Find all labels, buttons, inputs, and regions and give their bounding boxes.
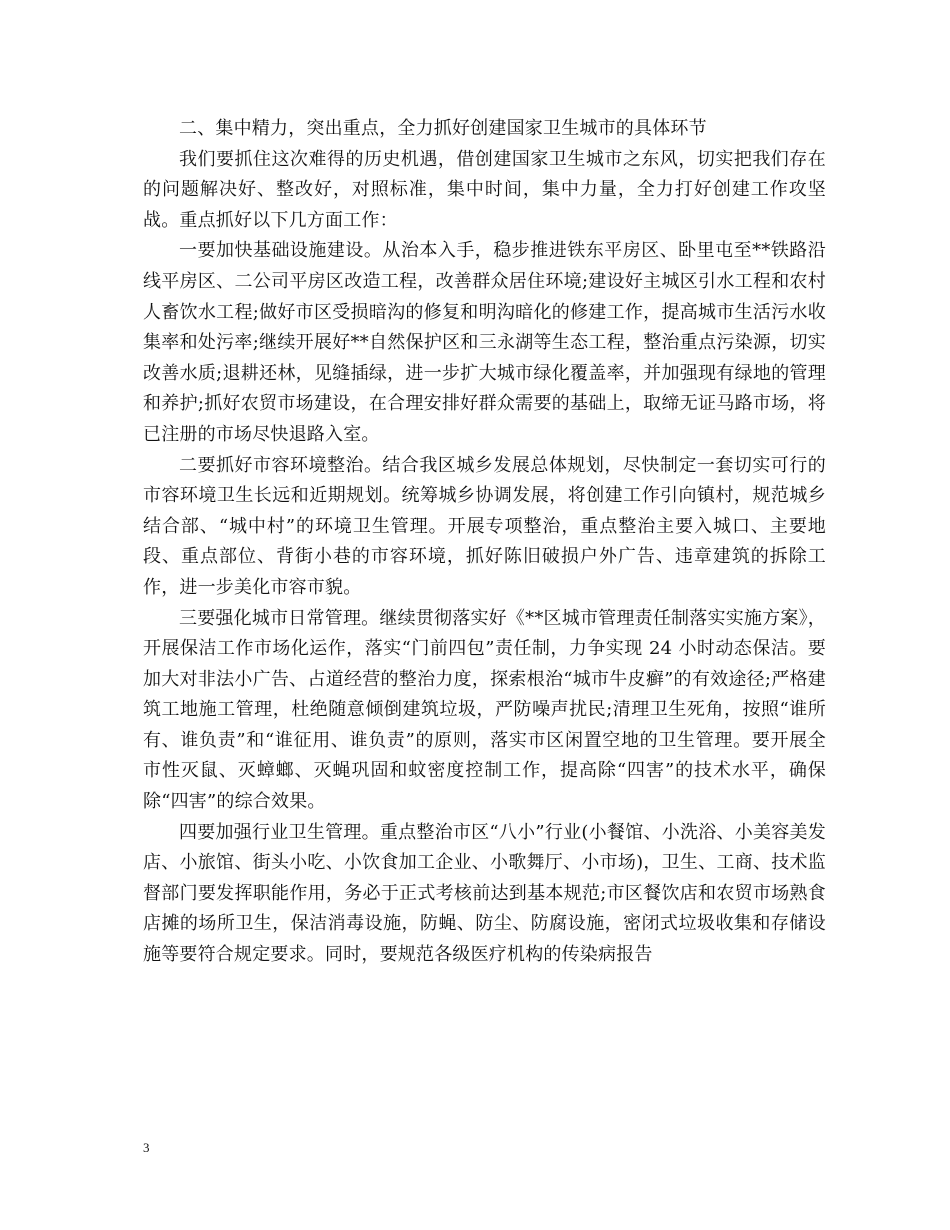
paragraph-industry: 四要加强行业卫生管理。重点整治市区“八小”行业(小餐馆、小洗浴、小美容美发店、小旅馆、街头小吃、小饮食加工企业、小歌舞厅、小市场)，卫生、工商、技术监督部门要发挥职能作用，务必于正式考核前达到基本规范;市区餐饮店和农贸市场熟食店摊的场所卫生，保洁消毒设施，防蝇、防尘、防腐设施，密闭式垃圾收集和存储设施等要符合规定要求。同时，要规范各级医疗机构的传染病报告 (143, 821, 826, 966)
paragraph-intro: 我们要抓住这次难得的历史机遇，借创建国家卫生城市之东风，切实把我们存在的问题解决好、整改好，对照标准，集中时间，集中力量，全力打好创建工作攻坚战。重点抓好以下几方面工作： (143, 148, 826, 231)
paragraph-infrastructure: 一要加快基础设施建设。从治本入手，稳步推进铁东平房区、卧里屯至**铁路沿线平房区、二公司平房区改造工程，改善群众居住环境;建设好主城区引水工程和农村人畜饮水工程;做好市区受损暗沟的修复和明沟暗化的修建工作，提高城市生活污水收集率和处污率;继续开展好**自然保护区和三永湖等生态工程，整治重点污染源，切实改善水质;退耕还林，见缝插绿，进一步扩大城市绿化覆盖率，并加强现有绿地的管理和养护;抓好农贸市场建设，在合理安排好群众需要的基础上，取缔无证马路市场，将已注册的市场尽快退路入室。 (143, 240, 826, 445)
paragraph-management: 三要强化城市日常管理。继续贯彻落实好《**区城市管理责任制落实实施方案》，开展保洁工作市场化运作，落实“门前四包”责任制，力争实现 24 小时动态保洁。要加大对非法小广告、占道经营的整治力度，探索根治“城市牛皮癣”的有效途径;严格建筑工地施工管理，杜绝随意倾倒建筑垃圾，严防噪声扰民;清理卫生死角，按照“谁所有、谁负责”和“谁征用、谁负责”的原则，落实市区闲置空地的卫生管理。要开展全市性灭鼠、灭蟑螂、灭蝇巩固和蚊密度控制工作，提高除“四害”的技术水平，确保除“四害”的综合效果。 (143, 607, 826, 813)
document-body (143, 114, 826, 971)
section-heading: 二、集中精力，突出重点，全力抓好创建国家卫生城市的具体环节 (179, 118, 707, 139)
paragraph-environment: 二要抓好市容环境整治。结合我区城乡发展总体规划，尽快制定一套切实可行的市容环境卫生长远和近期规划。统筹城乡协调发展，将创建工作引向镇村，规范城乡结合部、“城中村”的环境卫生管理。开展专项整治，重点整治主要入城口、主要地段、重点部位、背街小巷的市容环境，抓好陈旧破损户外广告、违章建筑的拆除工作，进一步美化市容市貌。 (143, 454, 826, 598)
page-number: 3 (143, 1140, 150, 1155)
